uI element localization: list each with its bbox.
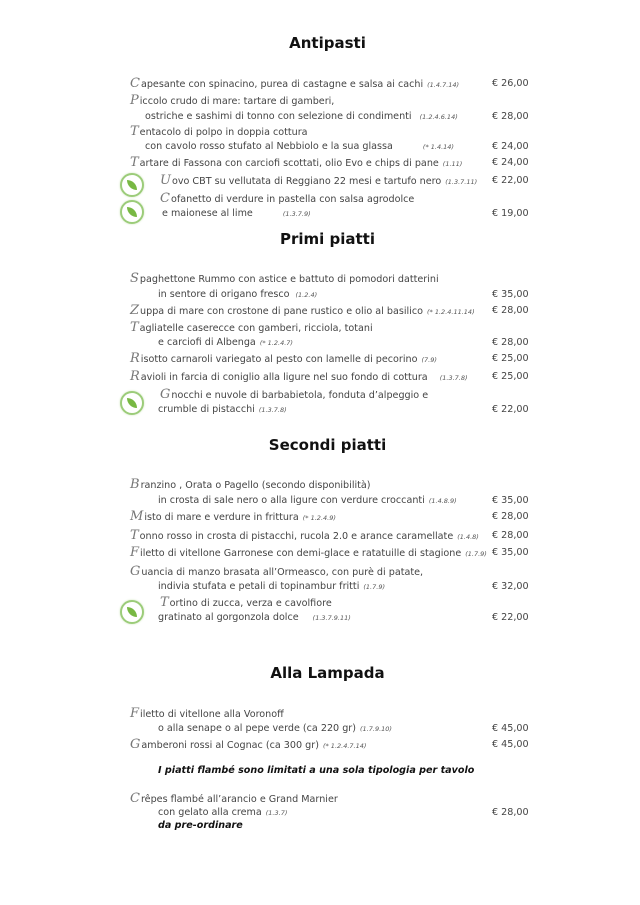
menu-item-line (130, 157, 462, 170)
dish-price: € 28,00 (492, 807, 529, 818)
menu-item-line (130, 322, 373, 335)
dish-description: uancia di manzo brasata all’Ormeasco, con purè di patate, (141, 567, 424, 578)
dish-description: paghettone Rummo con astice e battuto di pomodori datterini (139, 274, 439, 285)
allergen-codes: (* 1.2.4.7.14) (322, 742, 367, 750)
dish-price: € 28,00 (492, 337, 529, 348)
allergen-codes: (1.2.4) (295, 291, 318, 299)
allergen-codes: (1.4.7.14) (427, 81, 460, 89)
menu-item-line (130, 95, 334, 108)
dish-description: iletto di vitellone Garronese con demi-glace e ratatuille di stagione (140, 548, 462, 559)
menu-item-line (130, 305, 475, 318)
allergen-codes: (1.3.7.9) (282, 210, 311, 218)
decorative-initial: M (130, 509, 144, 524)
dish-price: € 24,00 (492, 141, 529, 152)
dish-description: apesante con spinacino, purea di castagne e salsa ai cachi (140, 79, 424, 90)
menu-item-line (158, 404, 287, 416)
dish-price: € 25,00 (492, 353, 529, 364)
decorative-initial: T (130, 155, 139, 170)
menu-item-line (130, 371, 468, 384)
dish-description: o alla senape o al pepe verde (ca 220 gr) (158, 723, 356, 734)
allergen-codes: (* 1.2.4.11.14) (427, 308, 475, 316)
allergen-codes: (1.2.4.6.14) (419, 113, 458, 121)
dish-description: gratinato al gorgonzola dolce (158, 612, 299, 623)
menu-item-line (162, 208, 311, 220)
dish-description: ortino di zucca, verza e cavolfiore (169, 598, 332, 609)
dish-description: crumble di pistacchi (158, 404, 255, 415)
allergen-codes: (1.4.8.9) (428, 497, 457, 505)
dish-price: € 45,00 (492, 739, 529, 750)
decorative-initial: G (130, 737, 141, 752)
dish-price: € 28,00 (492, 305, 529, 316)
allergen-codes: (* 1.2.4.7) (259, 339, 293, 347)
dish-price: € 35,00 (492, 289, 529, 300)
decorative-initial: G (130, 564, 141, 579)
menu-item-line (130, 566, 423, 579)
decorative-initial: T (130, 320, 139, 335)
menu-item-line (130, 78, 459, 91)
allergen-codes: (1.3.7.11) (445, 178, 478, 186)
allergen-codes: (1.3.7.8) (258, 406, 287, 414)
decorative-initial: U (160, 173, 171, 188)
menu-item-line (158, 807, 287, 819)
decorative-initial: T (130, 528, 139, 543)
dish-price: € 26,00 (492, 78, 529, 89)
section-title: Primi piatti (279, 230, 375, 248)
dish-description: con cavolo rosso stufato al Nebbiolo e la sua glassa (145, 141, 393, 152)
allergen-codes: (1.7.9) (465, 550, 487, 558)
dish-price: € 22,00 (492, 612, 529, 623)
dish-description: in crosta di sale nero o alla ligure con verdure croccanti (158, 495, 425, 506)
menu-note: da pre-ordinare (158, 820, 243, 831)
menu-item-line (158, 723, 392, 735)
allergen-codes: (* 1.2.4.9) (302, 514, 336, 522)
decorative-initial: G (160, 387, 171, 402)
decorative-initial: S (130, 271, 139, 286)
dish-description: e maionese al lime (162, 208, 253, 219)
menu-item-line (158, 612, 351, 624)
dish-description: isto di mare e verdure in frittura (144, 512, 299, 523)
dish-description: ovo CBT su vellutata di Reggiano 22 mesi e tartufo nero (171, 176, 442, 187)
menu-item-line (160, 193, 414, 206)
menu-item-line (130, 530, 479, 543)
allergen-codes: (1.7.9.10) (360, 725, 392, 733)
dish-description: isotto carnaroli variegato al pesto con lamelle di pecorino (140, 354, 418, 365)
menu-item-line (130, 353, 437, 366)
section-title: Alla Lampada (270, 664, 385, 682)
dish-description: indivia stufata e petali di topinambur fritti (158, 581, 360, 592)
dish-price: € 32,00 (492, 581, 529, 592)
menu-item-line (160, 175, 477, 188)
dish-price: € 28,00 (492, 530, 529, 541)
allergen-codes: (1.4.8) (457, 533, 479, 541)
menu-item-line (130, 708, 284, 721)
dish-price: € 35,00 (492, 495, 529, 506)
allergen-codes: (1.3.7.9.11) (312, 614, 351, 622)
menu-item-line (160, 597, 332, 610)
dish-description: e carciofi di Albenga (158, 337, 256, 348)
allergen-codes: (7.9) (421, 356, 437, 364)
menu-item-line (145, 111, 458, 123)
allergen-codes: (1.7.9) (363, 583, 385, 591)
dish-price: € 28,00 (492, 111, 529, 122)
dish-description: avioli in farcia di coniglio alla ligure nel suo fondo di cottura (140, 372, 428, 383)
decorative-initial: F (130, 545, 140, 560)
dish-description: ostriche e sashimi di tonno con selezione di condimenti (145, 111, 412, 122)
menu-item-line (130, 479, 371, 492)
dish-price: € 22,00 (492, 175, 529, 186)
vegetarian-leaf-icon (120, 173, 144, 197)
menu-item-line (160, 389, 428, 402)
vegetarian-leaf-icon (120, 391, 144, 415)
menu-item-line (130, 273, 439, 286)
decorative-initial: T (160, 595, 169, 610)
menu-item-line (145, 141, 454, 153)
dish-price: € 25,00 (492, 371, 529, 382)
decorative-initial: B (130, 477, 140, 492)
decorative-initial: R (130, 369, 140, 384)
allergen-codes: (1.11) (442, 160, 463, 168)
dish-description: con gelato alla crema (158, 807, 262, 818)
dish-description: iccolo crudo di mare: tartare di gamberi, (139, 96, 335, 107)
decorative-initial: R (130, 351, 140, 366)
vegetarian-leaf-icon (120, 200, 144, 224)
menu-note: I piatti flambé sono limitati a una sola tipologia per tavolo (158, 765, 475, 776)
dish-description: onno rosso in crosta di pistacchi, rucola 2.0 e arance caramellate (139, 531, 454, 542)
dish-price: € 22,00 (492, 404, 529, 415)
dish-description: ranzino , Orata o Pagello (secondo disponibilità) (140, 480, 371, 491)
allergen-codes: (1.3.7.8) (439, 374, 468, 382)
decorative-initial: T (130, 124, 139, 139)
allergen-codes: (* 1.4.14) (422, 143, 454, 151)
dish-price: € 24,00 (492, 157, 529, 168)
dish-description: ofanetto di verdure in pastella con salsa agrodolce (170, 194, 415, 205)
dish-price: € 28,00 (492, 511, 529, 522)
vegetarian-leaf-icon (120, 600, 144, 624)
menu-item-line (158, 581, 385, 593)
dish-price: € 45,00 (492, 723, 529, 734)
dish-price: € 35,00 (492, 547, 529, 558)
section-title: Secondi piatti (268, 436, 387, 454)
menu-item-line (158, 337, 293, 349)
decorative-initial: C (130, 76, 140, 91)
decorative-initial: C (130, 791, 140, 806)
dish-description: rêpes flambé all’arancio e Grand Marnier (140, 794, 338, 805)
dish-description: artare di Fassona con carciofi scottati, olio Evo e chips di pane (139, 158, 439, 169)
menu-item-line (130, 126, 308, 139)
allergen-codes: (1.3.7) (265, 809, 288, 817)
decorative-initial: P (130, 93, 139, 108)
decorative-initial: F (130, 706, 140, 721)
dish-description: nocchi e nuvole di barbabietola, fonduta d’alpeggio e (171, 390, 429, 401)
dish-description: uppa di mare con crostone di pane rustico e olio al basilico (140, 306, 423, 317)
menu-item-line (130, 793, 338, 806)
menu-item-line (130, 739, 366, 752)
dish-price: € 19,00 (492, 208, 529, 219)
decorative-initial: C (160, 191, 170, 206)
dish-description: agliatelle caserecce con gamberi, ricciola, totani (139, 323, 373, 334)
menu-item-line (130, 547, 487, 560)
section-title: Antipasti (289, 34, 366, 52)
dish-description: amberoni rossi al Cognac (ca 300 gr) (141, 740, 319, 751)
dish-description: entacolo di polpo in doppia cottura (139, 127, 308, 138)
menu-item-line (158, 495, 457, 507)
dish-description: in sentore di origano fresco (158, 289, 290, 300)
menu-item-line (130, 511, 336, 524)
dish-description: iletto di vitellone alla Voronoff (140, 709, 284, 720)
decorative-initial: Z (130, 303, 140, 318)
menu-item-line (158, 289, 317, 301)
